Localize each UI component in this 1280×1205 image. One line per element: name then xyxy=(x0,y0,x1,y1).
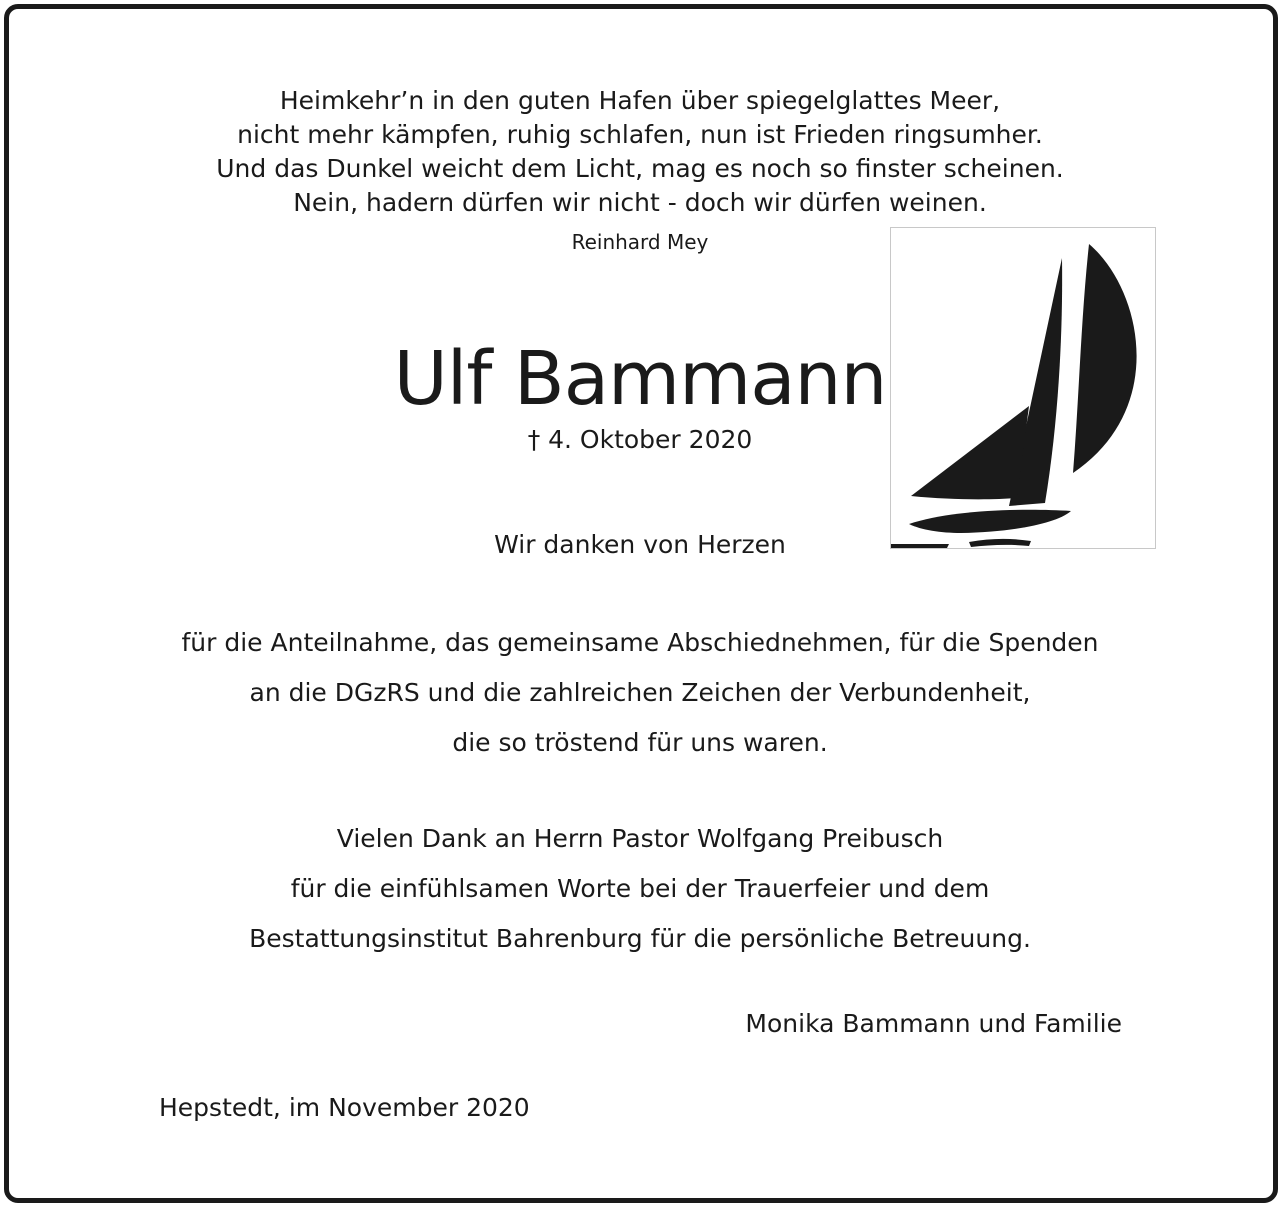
pastor-thanks-paragraph xyxy=(0,814,1280,964)
paragraph-line: die so tröstend für uns waren. xyxy=(452,728,828,757)
deceased-name: Ulf Bammann xyxy=(393,336,887,422)
signature: Monika Bammann und Familie xyxy=(745,1009,1122,1038)
place-date: Hepstedt, im November 2020 xyxy=(159,1093,530,1122)
poem-line: nicht mehr kämpfen, ruhig schlafen, nun ist Frieden ringsumher. xyxy=(237,120,1043,149)
poem xyxy=(0,84,1280,220)
death-date: † 4. Oktober 2020 xyxy=(527,425,753,454)
poem-line: Heimkehr’n in den guten Hafen über spiegelglattes Meer, xyxy=(279,86,1001,115)
thanks-paragraph xyxy=(0,618,1280,768)
poem-line: Nein, hadern dürfen wir nicht - doch wir dürfen weinen. xyxy=(293,188,987,217)
paragraph-line: für die Anteilnahme, das gemeinsame Abschiednehmen, für die Spenden xyxy=(181,628,1099,657)
thanks-heading: Wir danken von Herzen xyxy=(494,530,786,559)
paragraph-line: an die DGzRS und die zahlreichen Zeichen der Verbundenheit, xyxy=(249,678,1031,707)
paragraph-line: Bestattungsinstitut Bahrenburg für die persönliche Betreuung. xyxy=(249,924,1031,953)
poem-author: Reinhard Mey xyxy=(571,230,709,254)
paragraph-line: Vielen Dank an Herrn Pastor Wolfgang Preibusch xyxy=(336,824,944,853)
paragraph-line: für die einfühlsamen Worte bei der Trauerfeier und dem xyxy=(290,874,990,903)
poem-line: Und das Dunkel weicht dem Licht, mag es noch so finster scheinen. xyxy=(216,154,1064,183)
